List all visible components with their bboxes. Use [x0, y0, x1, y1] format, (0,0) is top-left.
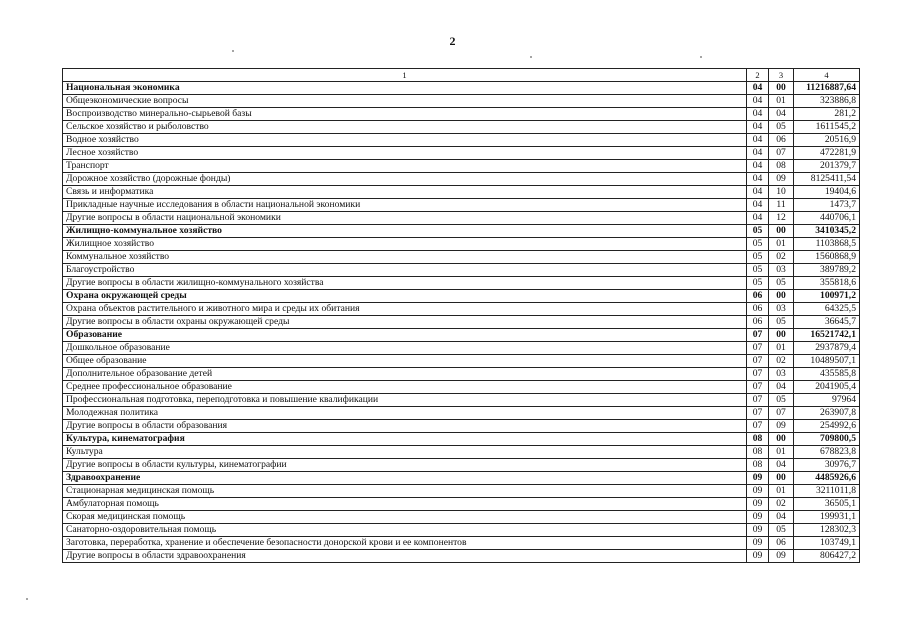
row-section-code-cell: 04 — [747, 186, 769, 199]
row-name-cell: Национальная экономика — [63, 82, 747, 95]
row-amount-cell: 100971,2 — [794, 290, 860, 303]
row-name-cell: Коммунальное хозяйство — [63, 251, 747, 264]
row-name-cell: Жилищно-коммунальное хозяйство — [63, 225, 747, 238]
table-row — [63, 303, 860, 316]
row-subsection-code-cell: 06 — [769, 537, 794, 550]
row-section-code-cell: 04 — [747, 82, 769, 95]
row-section-code-cell: 07 — [747, 355, 769, 368]
row-name-cell: Культура — [63, 446, 747, 459]
row-section-code-cell: 09 — [747, 498, 769, 511]
row-name-cell: Другие вопросы в области здравоохранения — [63, 550, 747, 563]
row-section-code-cell: 07 — [747, 420, 769, 433]
section-row — [63, 472, 860, 485]
row-subsection-code-cell: 00 — [769, 472, 794, 485]
section-row — [63, 433, 860, 446]
row-subsection-code-cell: 01 — [769, 342, 794, 355]
scan-speck — [232, 50, 234, 52]
row-section-code-cell: 09 — [747, 550, 769, 563]
row-subsection-code-cell: 11 — [769, 199, 794, 212]
row-section-code-cell: 09 — [747, 537, 769, 550]
row-amount-cell: 19404,6 — [794, 186, 860, 199]
table-row — [63, 134, 860, 147]
header-cell-name: 1 — [63, 69, 747, 82]
row-subsection-code-cell: 00 — [769, 329, 794, 342]
row-subsection-code-cell: 05 — [769, 121, 794, 134]
row-subsection-code-cell: 04 — [769, 511, 794, 524]
row-subsection-code-cell: 04 — [769, 459, 794, 472]
row-section-code-cell: 04 — [747, 134, 769, 147]
row-subsection-code-cell: 05 — [769, 394, 794, 407]
row-name-cell: Связь и информатика — [63, 186, 747, 199]
row-subsection-code-cell: 09 — [769, 173, 794, 186]
row-subsection-code-cell: 04 — [769, 108, 794, 121]
table-row — [63, 186, 860, 199]
scan-speck — [530, 56, 532, 58]
row-subsection-code-cell: 01 — [769, 485, 794, 498]
row-section-code-cell: 04 — [747, 160, 769, 173]
row-name-cell: Дополнительное образование детей — [63, 368, 747, 381]
scan-speck — [26, 598, 28, 600]
row-name-cell: Среднее профессиональное образование — [63, 381, 747, 394]
row-subsection-code-cell: 00 — [769, 225, 794, 238]
row-subsection-code-cell: 03 — [769, 264, 794, 277]
row-name-cell: Благоустройство — [63, 264, 747, 277]
row-amount-cell: 64325,5 — [794, 303, 860, 316]
header-cell-section: 2 — [747, 69, 769, 82]
row-amount-cell: 4485926,6 — [794, 472, 860, 485]
row-amount-cell: 389789,2 — [794, 264, 860, 277]
row-amount-cell: 1473,7 — [794, 199, 860, 212]
row-section-code-cell: 06 — [747, 316, 769, 329]
row-amount-cell: 440706,1 — [794, 212, 860, 225]
row-section-code-cell: 05 — [747, 264, 769, 277]
row-section-code-cell: 05 — [747, 238, 769, 251]
row-section-code-cell: 07 — [747, 407, 769, 420]
row-name-cell: Другие вопросы в области охраны окружающей среды — [63, 316, 747, 329]
row-name-cell: Водное хозяйство — [63, 134, 747, 147]
row-name-cell: Скорая медицинская помощь — [63, 511, 747, 524]
row-amount-cell: 678823,8 — [794, 446, 860, 459]
row-name-cell: Здравоохранение — [63, 472, 747, 485]
table-row — [63, 316, 860, 329]
row-section-code-cell: 05 — [747, 277, 769, 290]
header-cell-subsection: 3 — [769, 69, 794, 82]
table-row — [63, 264, 860, 277]
row-subsection-code-cell: 09 — [769, 420, 794, 433]
row-section-code-cell: 07 — [747, 342, 769, 355]
table-row — [63, 199, 860, 212]
row-section-code-cell: 09 — [747, 485, 769, 498]
row-subsection-code-cell: 08 — [769, 160, 794, 173]
row-section-code-cell: 08 — [747, 446, 769, 459]
row-name-cell: Дошкольное образование — [63, 342, 747, 355]
row-amount-cell: 36645,7 — [794, 316, 860, 329]
row-amount-cell: 1103868,5 — [794, 238, 860, 251]
row-amount-cell: 254992,6 — [794, 420, 860, 433]
row-subsection-code-cell: 02 — [769, 251, 794, 264]
row-section-code-cell: 04 — [747, 108, 769, 121]
row-subsection-code-cell: 05 — [769, 277, 794, 290]
row-amount-cell: 97964 — [794, 394, 860, 407]
row-amount-cell: 2937879,4 — [794, 342, 860, 355]
row-subsection-code-cell: 07 — [769, 147, 794, 160]
page-number: 2 — [449, 34, 456, 48]
row-section-code-cell: 07 — [747, 381, 769, 394]
row-section-code-cell: 04 — [747, 173, 769, 186]
row-amount-cell: 355818,6 — [794, 277, 860, 290]
row-subsection-code-cell: 04 — [769, 381, 794, 394]
row-name-cell: Лесное хозяйство — [63, 147, 747, 160]
table-row — [63, 95, 860, 108]
table-row — [63, 550, 860, 563]
row-name-cell: Общее образование — [63, 355, 747, 368]
row-name-cell: Культура, кинематография — [63, 433, 747, 446]
table-row — [63, 173, 860, 186]
section-row — [63, 82, 860, 95]
row-section-code-cell: 04 — [747, 199, 769, 212]
row-section-code-cell: 04 — [747, 212, 769, 225]
row-amount-cell: 709800,5 — [794, 433, 860, 446]
budget-table-body — [63, 69, 860, 563]
row-subsection-code-cell: 03 — [769, 368, 794, 381]
table-row — [63, 160, 860, 173]
row-amount-cell: 20516,9 — [794, 134, 860, 147]
row-section-code-cell: 06 — [747, 303, 769, 316]
row-amount-cell: 36505,1 — [794, 498, 860, 511]
row-section-code-cell: 08 — [747, 459, 769, 472]
header-cell-amount: 4 — [794, 69, 860, 82]
table-header-row — [63, 69, 860, 82]
row-subsection-code-cell: 01 — [769, 446, 794, 459]
row-subsection-code-cell: 09 — [769, 550, 794, 563]
row-subsection-code-cell: 05 — [769, 316, 794, 329]
row-section-code-cell: 08 — [747, 433, 769, 446]
table-row — [63, 420, 860, 433]
row-amount-cell: 103749,1 — [794, 537, 860, 550]
section-row — [63, 290, 860, 303]
table-row — [63, 147, 860, 160]
table-row — [63, 459, 860, 472]
scan-speck — [700, 56, 702, 58]
row-name-cell: Молодежная политика — [63, 407, 747, 420]
row-name-cell: Сельское хозяйство и рыболовство — [63, 121, 747, 134]
table-row — [63, 342, 860, 355]
row-name-cell: Другие вопросы в области образования — [63, 420, 747, 433]
table-row — [63, 524, 860, 537]
section-row — [63, 329, 860, 342]
table-row — [63, 446, 860, 459]
row-name-cell: Общеэкономические вопросы — [63, 95, 747, 108]
row-subsection-code-cell: 02 — [769, 498, 794, 511]
row-section-code-cell: 05 — [747, 225, 769, 238]
row-subsection-code-cell: 00 — [769, 290, 794, 303]
row-subsection-code-cell: 03 — [769, 303, 794, 316]
row-amount-cell: 472281,9 — [794, 147, 860, 160]
row-section-code-cell: 04 — [747, 147, 769, 160]
row-amount-cell: 30976,7 — [794, 459, 860, 472]
table-row — [63, 368, 860, 381]
row-section-code-cell: 04 — [747, 121, 769, 134]
row-name-cell: Стационарная медицинская помощь — [63, 485, 747, 498]
row-amount-cell: 201379,7 — [794, 160, 860, 173]
row-section-code-cell: 05 — [747, 251, 769, 264]
row-section-code-cell: 04 — [747, 95, 769, 108]
row-section-code-cell: 07 — [747, 368, 769, 381]
row-name-cell: Санаторно-оздоровительная помощь — [63, 524, 747, 537]
row-name-cell: Другие вопросы в области жилищно-коммунального хозяйства — [63, 277, 747, 290]
budget-table — [62, 68, 860, 563]
table-row — [63, 394, 860, 407]
row-section-code-cell: 06 — [747, 290, 769, 303]
row-name-cell: Другие вопросы в области национальной экономики — [63, 212, 747, 225]
row-subsection-code-cell: 02 — [769, 355, 794, 368]
row-amount-cell: 323886,8 — [794, 95, 860, 108]
row-subsection-code-cell: 12 — [769, 212, 794, 225]
row-name-cell: Дорожное хозяйство (дорожные фонды) — [63, 173, 747, 186]
row-amount-cell: 199931,1 — [794, 511, 860, 524]
row-name-cell: Транспорт — [63, 160, 747, 173]
row-amount-cell: 281,2 — [794, 108, 860, 121]
table-row — [63, 511, 860, 524]
row-name-cell: Воспроизводство минерально-сырьевой базы — [63, 108, 747, 121]
table-row — [63, 277, 860, 290]
section-row — [63, 225, 860, 238]
row-amount-cell: 1611545,2 — [794, 121, 860, 134]
row-amount-cell: 2041905,4 — [794, 381, 860, 394]
row-subsection-code-cell: 05 — [769, 524, 794, 537]
row-subsection-code-cell: 10 — [769, 186, 794, 199]
row-subsection-code-cell: 01 — [769, 238, 794, 251]
row-amount-cell: 1560868,9 — [794, 251, 860, 264]
row-amount-cell: 3211011,8 — [794, 485, 860, 498]
row-amount-cell: 8125411,54 — [794, 173, 860, 186]
row-section-code-cell: 09 — [747, 472, 769, 485]
table-row — [63, 407, 860, 420]
row-subsection-code-cell: 06 — [769, 134, 794, 147]
row-amount-cell: 128302,3 — [794, 524, 860, 537]
table-row — [63, 355, 860, 368]
row-amount-cell: 11216887,64 — [794, 82, 860, 95]
row-subsection-code-cell: 01 — [769, 95, 794, 108]
row-name-cell: Заготовка, переработка, хранение и обеспечение безопасности донорской крови и ее компонентов — [63, 537, 747, 550]
row-amount-cell: 806427,2 — [794, 550, 860, 563]
row-name-cell: Охрана объектов растительного и животного мира и среды их обитания — [63, 303, 747, 316]
row-section-code-cell: 07 — [747, 394, 769, 407]
table-row — [63, 238, 860, 251]
row-name-cell: Профессиональная подготовка, переподготовка и повышение квалификации — [63, 394, 747, 407]
row-name-cell: Амбулаторная помощь — [63, 498, 747, 511]
row-amount-cell: 3410345,2 — [794, 225, 860, 238]
row-amount-cell: 263907,8 — [794, 407, 860, 420]
row-section-code-cell: 07 — [747, 329, 769, 342]
row-amount-cell: 435585,8 — [794, 368, 860, 381]
row-name-cell: Охрана окружающей среды — [63, 290, 747, 303]
row-name-cell: Образование — [63, 329, 747, 342]
row-subsection-code-cell: 07 — [769, 407, 794, 420]
table-row — [63, 121, 860, 134]
row-amount-cell: 10489507,1 — [794, 355, 860, 368]
row-subsection-code-cell: 00 — [769, 433, 794, 446]
table-row — [63, 108, 860, 121]
row-section-code-cell: 09 — [747, 511, 769, 524]
table-row — [63, 537, 860, 550]
table-row — [63, 485, 860, 498]
row-name-cell: Жилищное хозяйство — [63, 238, 747, 251]
row-amount-cell: 16521742,1 — [794, 329, 860, 342]
table-row — [63, 498, 860, 511]
table-row — [63, 381, 860, 394]
row-subsection-code-cell: 00 — [769, 82, 794, 95]
table-row — [63, 251, 860, 264]
table-row — [63, 212, 860, 225]
row-section-code-cell: 09 — [747, 524, 769, 537]
row-name-cell: Прикладные научные исследования в области национальной экономики — [63, 199, 747, 212]
row-name-cell: Другие вопросы в области культуры, кинематографии — [63, 459, 747, 472]
